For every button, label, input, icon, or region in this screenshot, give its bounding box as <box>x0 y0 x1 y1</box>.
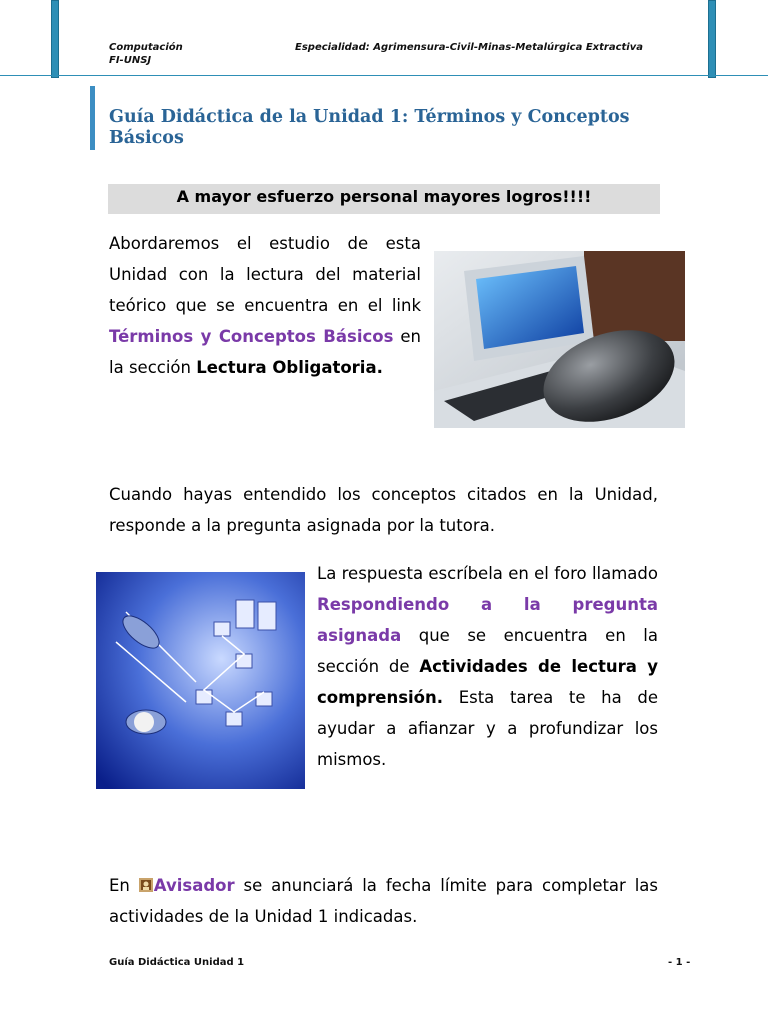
page-title: Guía Didáctica de la Unidad 1: Términos y Conceptos Básicos <box>109 107 630 148</box>
header-right-bar <box>708 0 716 78</box>
paragraph-avisador <box>109 870 658 932</box>
network-computers-photo <box>96 572 305 789</box>
paragraph-question: Cuando hayas entendido los conceptos citados en la Unidad, responde a la pregunta asignada por la tutora. <box>109 485 658 535</box>
computer-mouse-photo <box>434 251 685 428</box>
paragraph-forum-middle: que se encuentra en la sección de <box>317 626 658 676</box>
header-course: Computación <box>109 42 183 53</box>
motto-banner: A mayor esfuerzo personal mayores logros!!!! <box>108 184 660 214</box>
page-number: - 1 - <box>668 957 691 968</box>
header-faculty: FI-UNSJ <box>109 55 152 66</box>
paragraph-intro-middle: en la sección <box>109 327 421 377</box>
actividades-section-label: Actividades de lectura y comprensión. <box>317 657 658 707</box>
avisador-icon <box>139 878 153 892</box>
paragraph-forum <box>317 558 658 775</box>
header-specialty: Especialidad: Agrimensura-Civil-Minas-Metalúrgica Extractiva <box>295 42 643 53</box>
paragraph-forum-intro: La respuesta escríbela en el foro llamado <box>317 564 658 583</box>
header-left-bar <box>51 0 59 78</box>
paragraph-forum-end: Esta tarea te ha de ayudar a afianzar y a profundizar los mismos. <box>317 688 658 769</box>
paragraph-avisador-end: se anunciará la fecha límite para completar las actividades de la Unidad 1 indicadas. <box>109 876 659 926</box>
forum-link[interactable]: Respondiendo a la pregunta asignada <box>317 595 658 645</box>
footer-title: Guía Didáctica Unidad 1 <box>109 957 245 968</box>
lectura-obligatoria-label: Lectura Obligatoria. <box>196 358 383 377</box>
paragraph-avisador-intro: En <box>109 876 130 895</box>
paragraph-intro <box>109 228 421 383</box>
avisador-link[interactable]: Avisador <box>153 876 235 895</box>
paragraph-intro-text: Abordaremos el estudio de esta Unidad con la lectura del material teórico que se encuentra en el link <box>109 234 421 315</box>
header-rule <box>0 75 768 76</box>
terminos-link[interactable]: Términos y Conceptos Básicos <box>109 327 394 346</box>
title-accent-bar <box>90 86 95 150</box>
